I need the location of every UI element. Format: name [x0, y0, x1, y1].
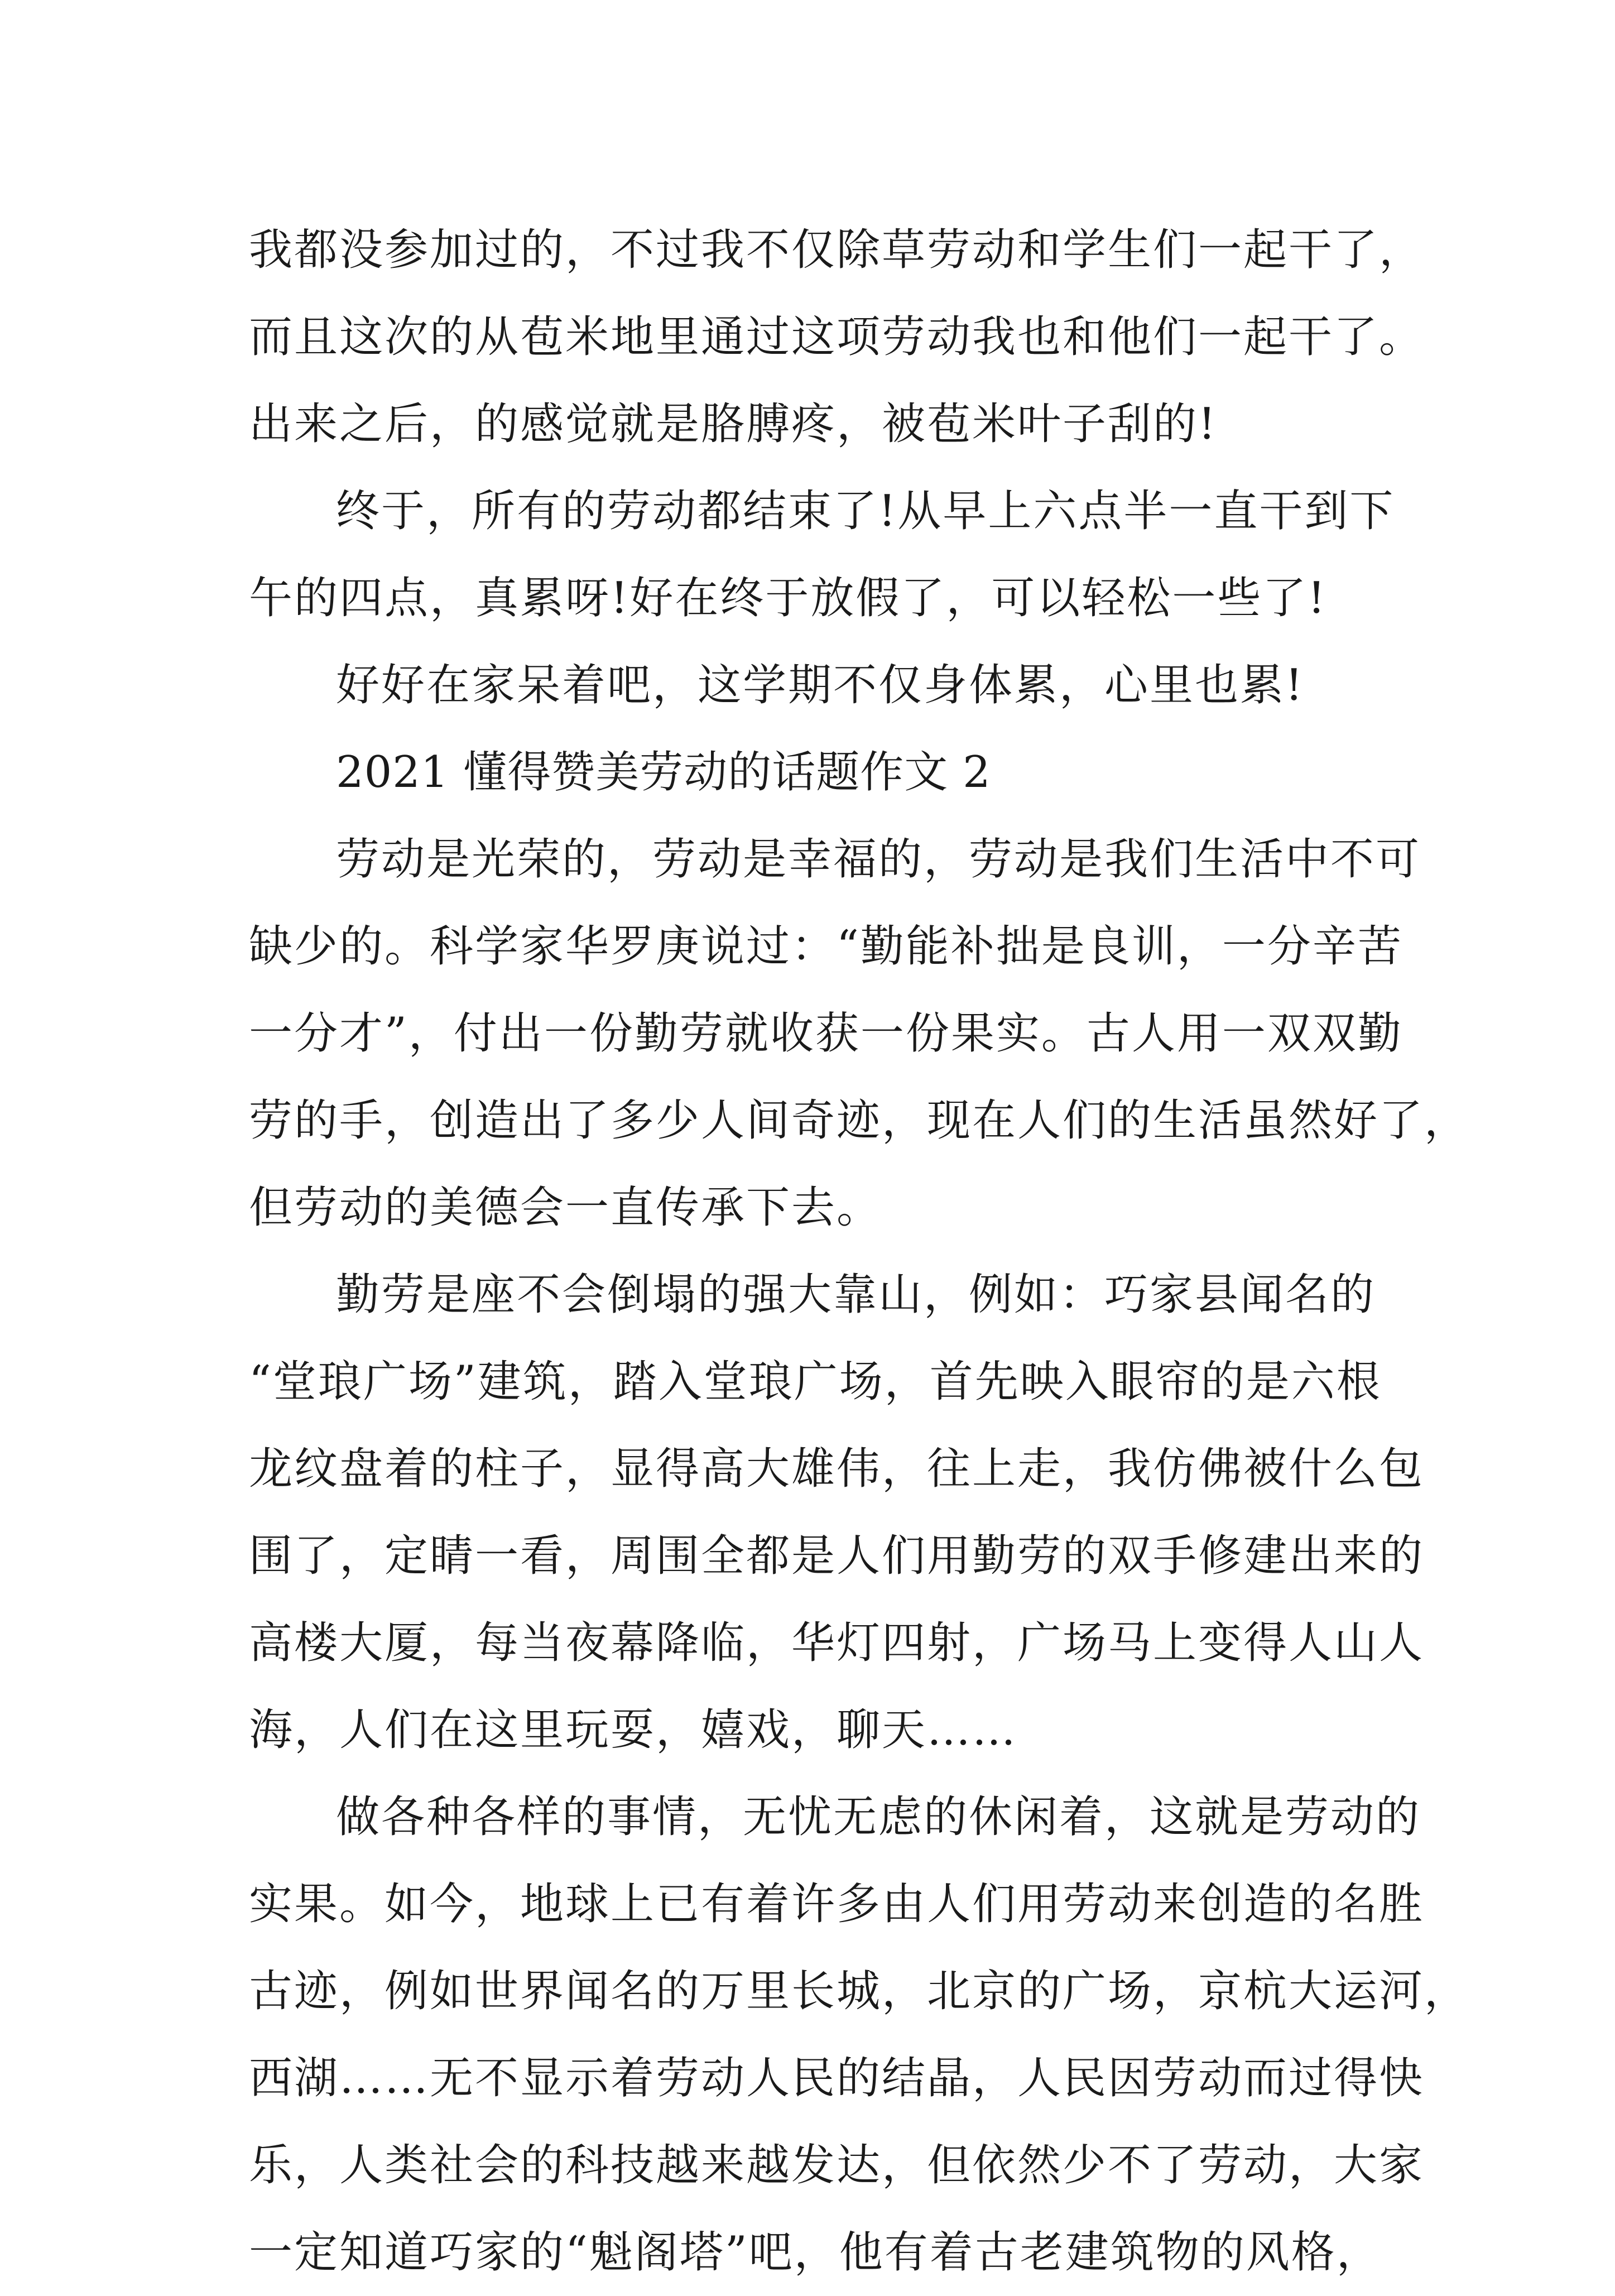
paragraph-first-line: 劳动是光荣的，劳动是幸福的，劳动是我们生活中不可 [336, 834, 1421, 885]
text-line: 出来之后，的感觉就是胳膊疼，被苞米叶子刮的! [249, 399, 1218, 449]
text-line: 西湖……无不显示着劳动人民的结晶，人民因劳动而过得快 [249, 2053, 1425, 2103]
text-line: 但劳动的美德会一直传承下去。 [249, 1183, 882, 1233]
paragraph-first-line: 勤劳是座不会倒塌的强大靠山，例如：巧家县闻名的 [336, 1270, 1376, 1320]
paragraph-first-line: 终于，所有的劳动都结束了!从早上六点半一直干到下 [336, 486, 1395, 536]
text-line: 围了，定睛一看，周围全都是人们用勤劳的双手修建出来的 [249, 1531, 1425, 1581]
text-line: 一分才”，付出一份勤劳就收获一份果实。古人用一双双勤 [249, 1008, 1403, 1059]
text-line: 实果。如今，地球上已有着许多由人们用劳动来创造的名胜 [249, 1879, 1425, 1929]
text-line: 午的四点，真累呀!好在终于放假了，可以轻松一些了! [249, 573, 1327, 623]
text-line: 高楼大厦，每当夜幕降临，华灯四射，广场马上变得人山人 [249, 1618, 1425, 1668]
essay-title: 2021 懂得赞美劳动的话题作文 2 [336, 747, 991, 798]
text-line: 海，人们在这里玩耍，嬉戏，聊天…… [249, 1705, 1018, 1755]
text-line: “堂琅广场”建筑，踏入堂琅广场，首先映入眼帘的是六根 [249, 1357, 1382, 1407]
paragraph-first-line: 好好在家呆着吧，这学期不仅身体累，心里也累! [336, 660, 1305, 710]
text-line: 缺少的。科学家华罗庚说过：“勤能补拙是良训，一分辛苦 [249, 921, 1403, 972]
paragraph-first-line: 做各种各样的事情，无忧无虑的休闲着，这就是劳动的 [336, 1792, 1421, 1842]
text-line: 我都没参加过的，不过我不仅除草劳动和学生们一起干了， [249, 225, 1425, 275]
text-line: 乐，人类社会的科技越来越发达，但依然少不了劳动，大家 [249, 2140, 1425, 2191]
text-line: 龙纹盘着的柱子，显得高大雄伟，往上走，我仿佛被什么包 [249, 1444, 1425, 1494]
text-line: 而且这次的从苞米地里通过这项劳动我也和他们一起干了。 [249, 312, 1425, 362]
text-line: 劳的手，创造出了多少人间奇迹，现在人们的生活虽然好了， [249, 1096, 1470, 1146]
text-line: 古迹，例如世界闻名的万里长城，北京的广场，京杭大运河， [249, 1966, 1470, 2016]
text-line: 一定知道巧家的“魁阁塔”吧，他有着古老建筑物的风格， [249, 2227, 1382, 2278]
document-body [249, 206, 1470, 2296]
